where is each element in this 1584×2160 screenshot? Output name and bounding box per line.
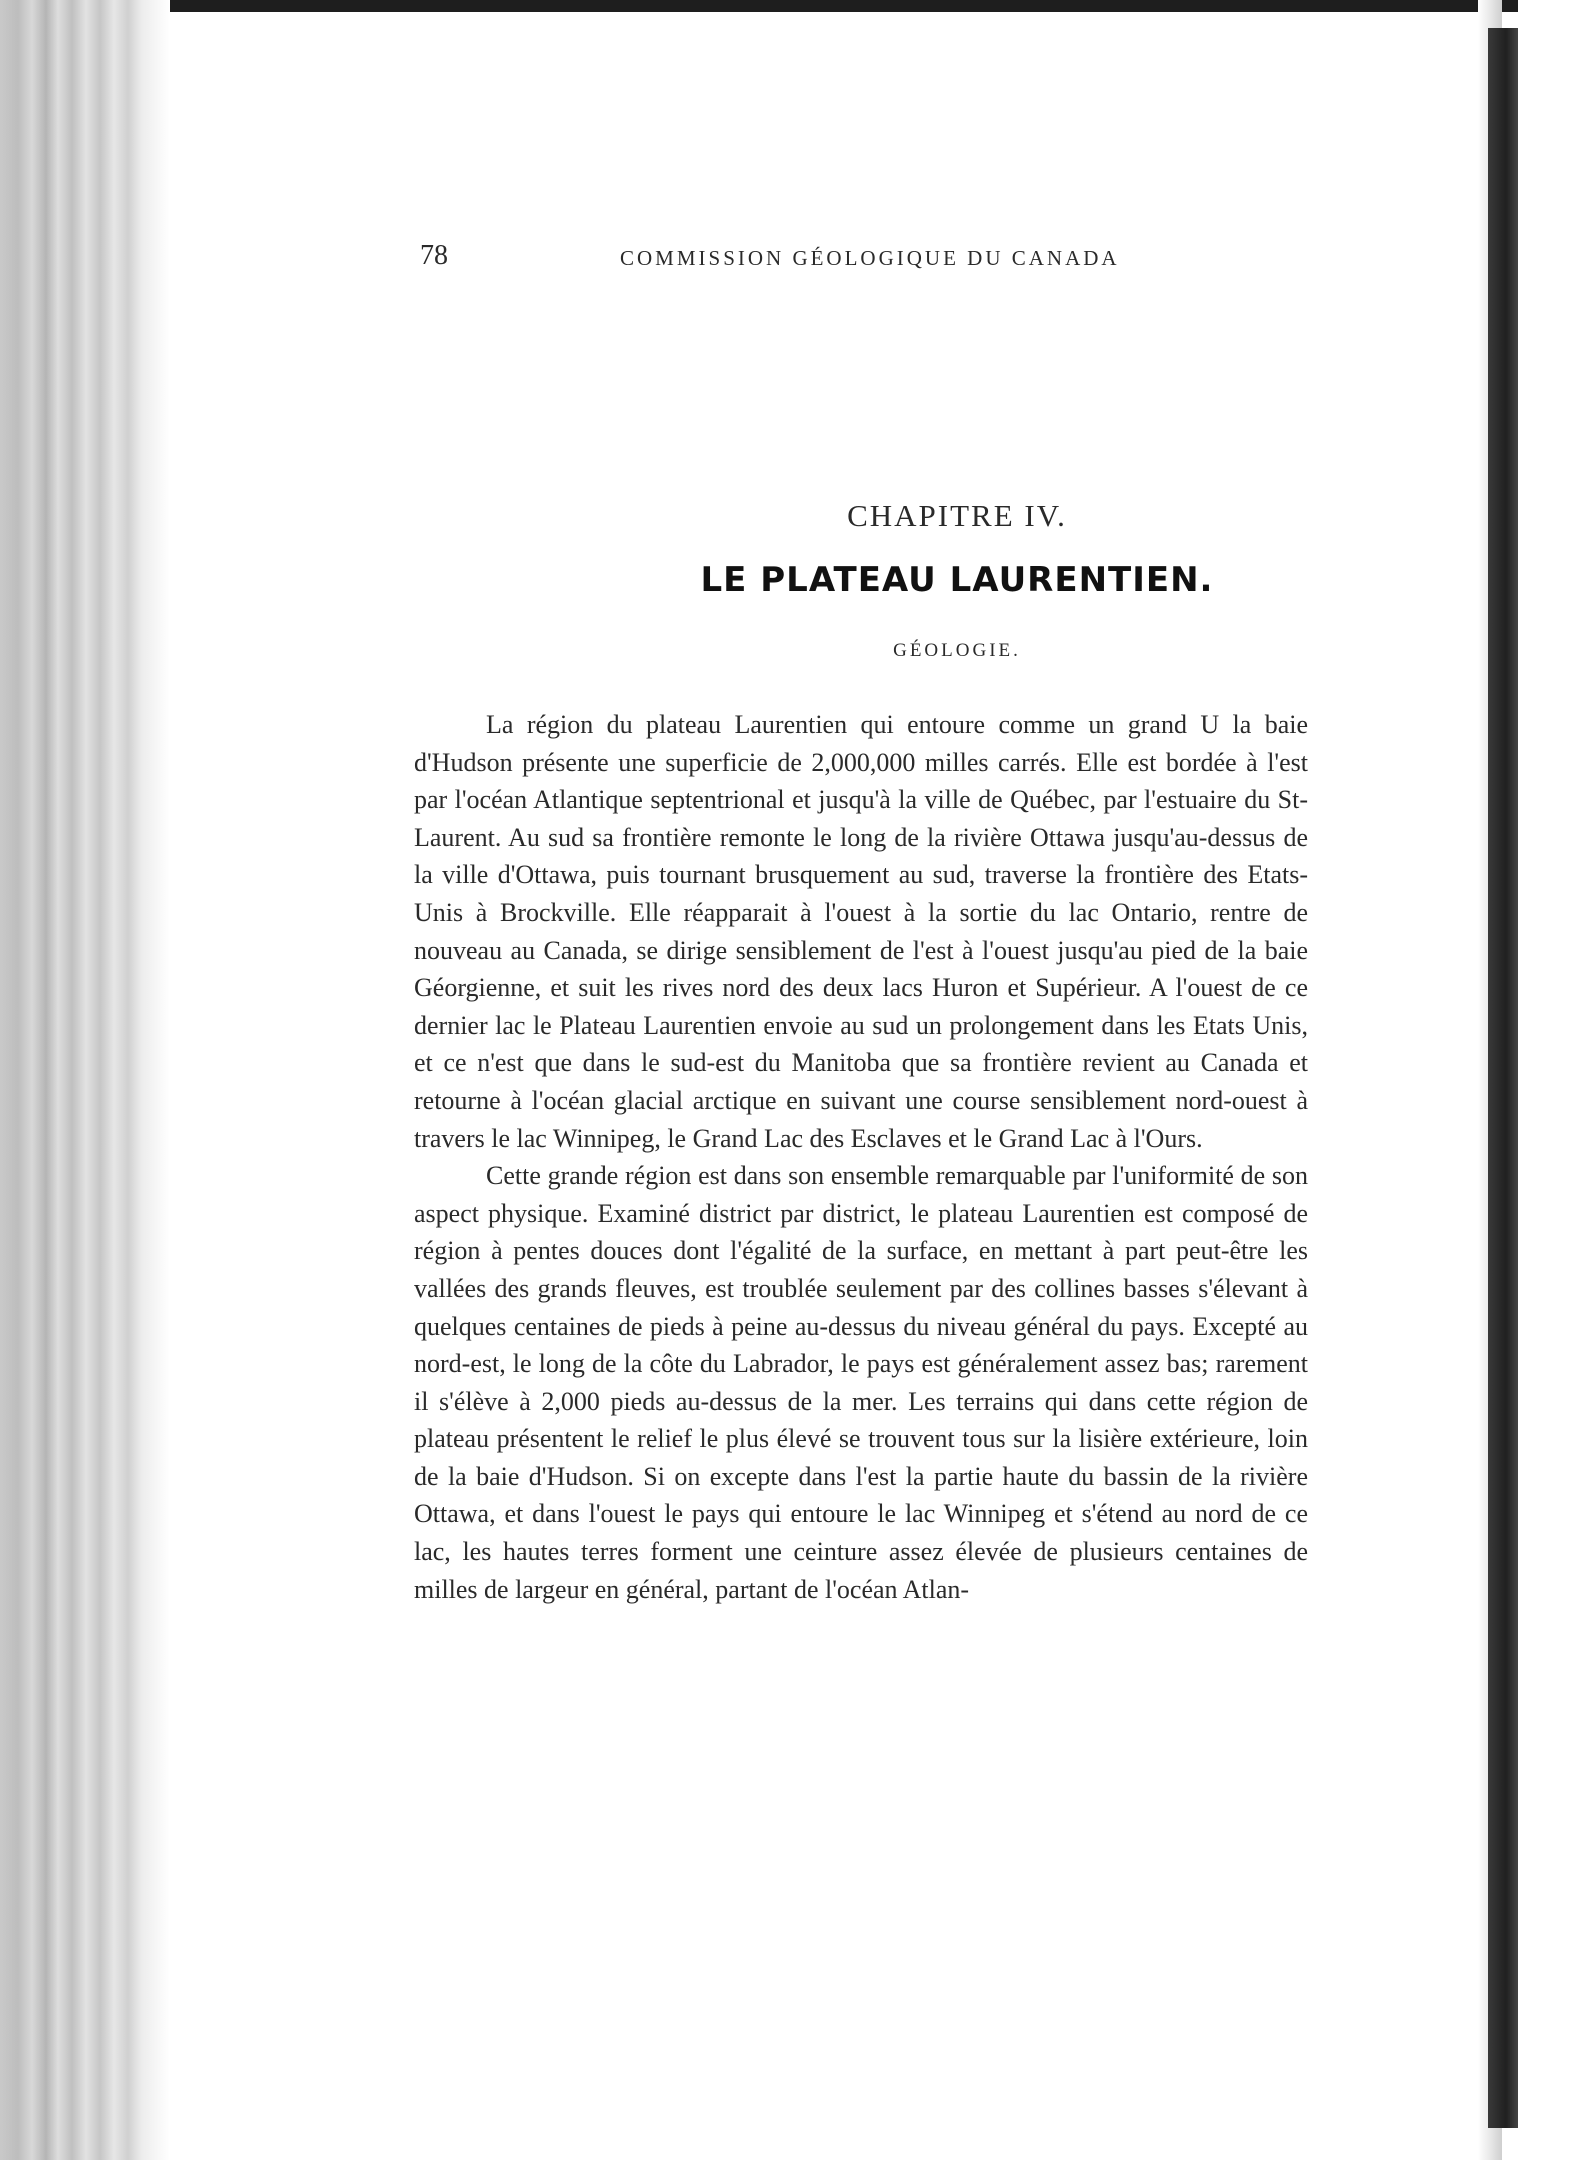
book-cover-edge [1488,28,1518,2128]
body-text [414,706,1308,1608]
paragraph: Cette grande région est dans son ensemble remarquable par l'uniformité de son aspect physique. Examiné district par district, le plateau Laurentien est composé de région à pentes douces dont l'égalité de la surface, en mettant à part peut-être les vallées des grands fleuves, est troublée seulement par des collines basses s'élevant à quelques centaines de pieds à peine au-dessus du niveau général du pays. Excepté au nord-est, le long de la côte du Labrador, le pays est généralement assez bas; rarement il s'élève à 2,000 pieds au-dessus de la mer. Les terrains qui dans cette région de plateau présentent le relief le plus élevé se trouvent tous sur la lisière extérieure, loin de la baie d'Hudson. Si on excepte dans l'est la partie haute du bassin de la rivière Ottawa, et dans l'ouest le pays qui entoure le lac Winnipeg et s'étend au nord de ce lac, les hautes terres forment une ceinture assez élevée de plusieurs centaines de milles de largeur en général, partant de l'océan Atlan- [414,1161,1308,1604]
page-header [420,240,1420,280]
book-page-edges [0,0,170,2160]
paragraph: La région du plateau Laurentien qui entoure comme un grand U la baie d'Hudson présente une superficie de 2,000,000 milles carrés. Elle est bordée à l'est par l'océan Atlantique septentrional et jusqu'à la ville de Québec, par l'estuaire du St-Laurent. Au sud sa frontière remonte le long de la rivière Ottawa jusqu'au-dessus de la ville d'Ottawa, puis tournant brusquement au sud, traverse la frontière des Etats-Unis à Brockville. Elle réapparait à l'ouest à la sortie du lac Ontario, rentre de nouveau au Canada, se dirige sensiblement de l'est à l'ouest jusqu'au pied de la baie Géorgienne, et suit les rives nord des deux lacs Huron et Supérieur. A l'ouest de ce dernier lac le Plateau Laurentien envoie au sud un prolongement dans les Etats Unis, et ce n'est que dans le sud-est du Manitoba que sa frontière revient au Canada et retourne à l'océan glacial arctique en suivant une course sensiblement nord-ouest à travers le lac Winnipeg, le Grand Lac des Esclaves et le Grand Lac à l'Ours. [414,710,1308,1153]
scan-right-margin [1518,0,1584,2160]
page-number: 78 [420,240,448,271]
chapter-label: CHAPITRE IV. [847,498,1067,533]
chapter-title: LE PLATEAU LAURENTIEN. [700,560,1214,600]
section-title: GÉOLOGIE. [893,640,1021,661]
running-head: COMMISSION GÉOLOGIQUE DU CANADA [620,246,1120,270]
scan-top-border [0,0,1584,12]
